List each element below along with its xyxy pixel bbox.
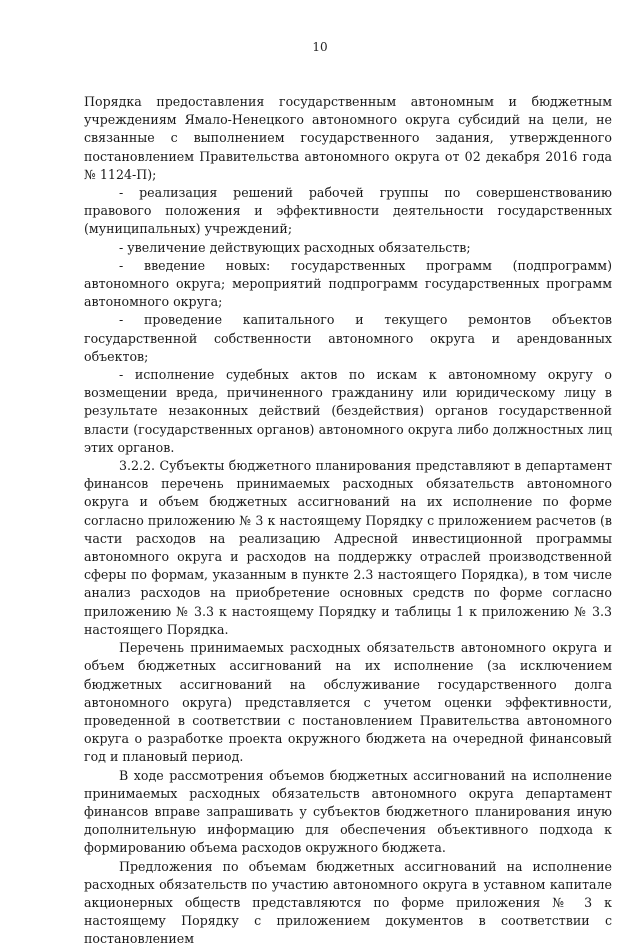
list-item: - реализация решений рабочей группы по совершенствованию правового положения и эффективности деятельности государственных (муниципальных) учреждений;: [84, 185, 612, 237]
list-item: - исполнение судебных актов по искам к автономному округу о возмещении вреда, причиненного гражданину или юридическому лицу в результате незаконных действий (бездействия) органов государственной власти (государственных органов) автономного округа либо должностных лиц этих органов.: [84, 367, 612, 455]
paragraph: 3.2.2. Субъекты бюджетного планирования представляют в департамент финансов перечень принимаемых расходных обязательств автономного округа и объем бюджетных ассигнований на их исполнение по форме согласно приложению № 3 к настоящему Порядку с приложением расчетов (в части расходов на реализацию Адресной инвестиционной программы автономного округа и расходов на поддержку отраслей производственной сферы по формам, указанным в пункте 2.3 настоящего Порядка), в том числе анализ расходов на приобретение основных средств по форме согласно приложению № 3.3 к настоящему Порядку и таблицы 1 к приложению № 3.3 настоящего Порядка.: [84, 458, 612, 637]
page-number: 10: [312, 40, 328, 54]
list-item: - проведение капитального и текущего ремонтов объектов государственной собственности автономного округа и арендованных объектов;: [84, 312, 612, 364]
document-body: [84, 93, 612, 949]
list-item: - введение новых: государственных программ (подпрограмм) автономного округа; мероприятий подпрограмм государственных программ автономного округа;: [84, 257, 612, 310]
paragraph: В ходе рассмотрения объемов бюджетных ассигнований на исполнение принимаемых расходных обязательств автономного округа департамент финансов вправе запрашивать у субъектов бюджетного планирования иную дополнительную информацию для обеспечения объективного подхода к формированию объема расходов окружного бюджета.: [84, 767, 612, 856]
paragraph: Предложения по объемам бюджетных ассигнований на исполнение расходных обязательств по участию автономного округа в уставном капитале акционерных обществ представляются по форме приложения № 3 к настоящему Порядку с приложением документов в соответствии с постановлением: [84, 858, 612, 947]
paragraph: Перечень принимаемых расходных обязательств автономного округа и объем бюджетных ассигнований на их исполнение (за исключением бюджетных ассигнований на обслуживание государственного долга автономного округа) представляется с учетом оценки эффективности, проведенной в соответствии с постановлением Правительства автономного округа о разработке проекта окружного бюджета на очередной финансовый год и плановый период.: [84, 640, 612, 765]
paragraph: Порядка предоставления государственным автономным и бюджетным учреждениям Ямало-Ненецкого автономного округа субсидий на цели, не связанные с выполнением государственного задания, утвержденного постановлением Правительства автономного округа от 02 декабря 2016 года № 1124-П);: [84, 94, 612, 182]
list-item: - увеличение действующих расходных обязательств;: [119, 239, 471, 255]
